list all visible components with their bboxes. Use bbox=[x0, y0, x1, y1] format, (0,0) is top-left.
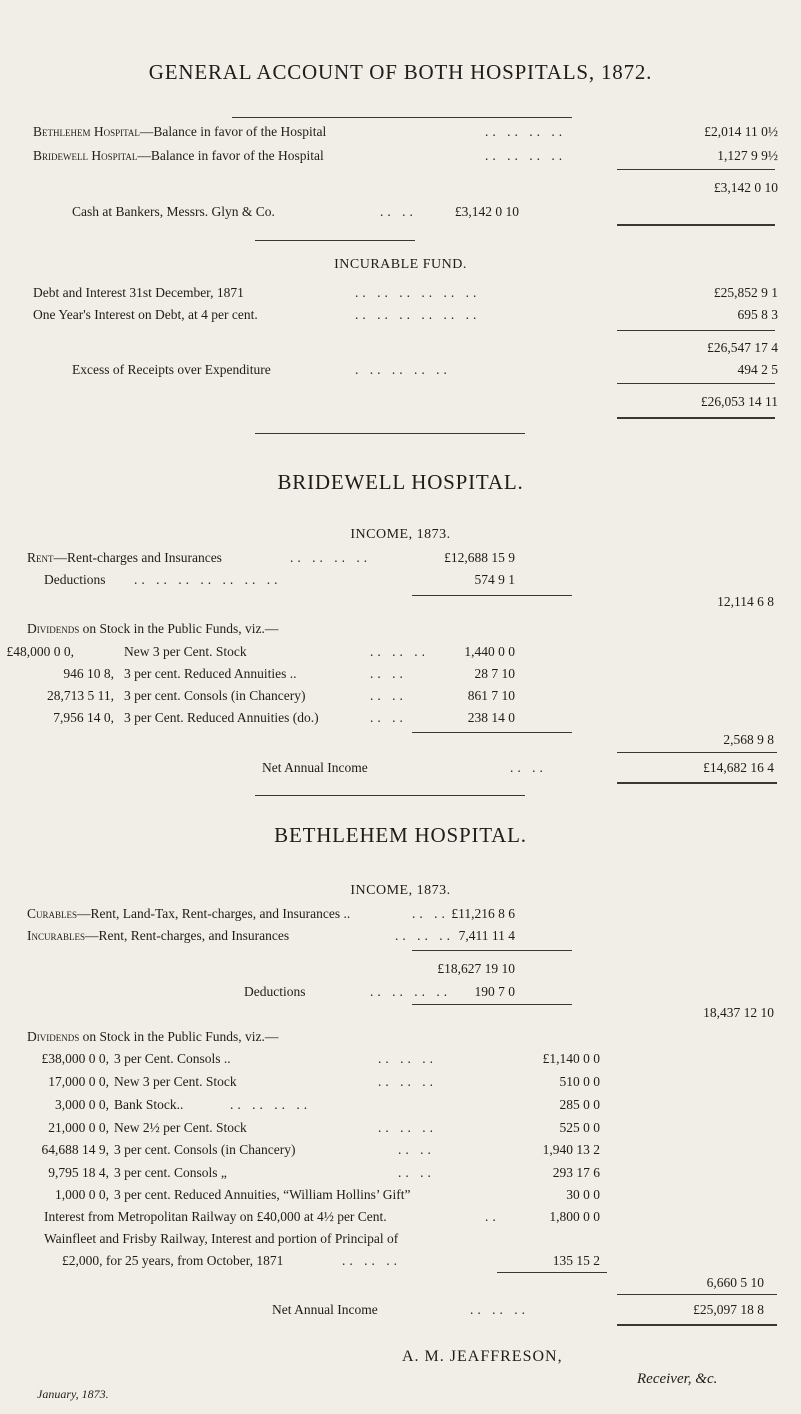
leader-dots: .. .. .. .. bbox=[485, 148, 567, 163]
income-heading: INCOME, 1873. bbox=[350, 883, 451, 898]
amount: 494 2 5 bbox=[737, 362, 778, 377]
row-label: One Year's Interest on Debt, at 4 per cent. bbox=[33, 307, 258, 322]
leader-dots: .. .. .. .. .. .. .. bbox=[134, 572, 282, 587]
leader-dots: .. .. bbox=[398, 1142, 435, 1157]
row-label-sc: Rent bbox=[27, 550, 54, 565]
net-label: Net Annual Income bbox=[262, 760, 368, 775]
leader-dots: .. .. bbox=[370, 710, 407, 725]
stock-desc: 3 per cent. Reduced Annuities .. bbox=[124, 666, 297, 681]
leader-dots: .. .. bbox=[370, 688, 407, 703]
general-total: £3,142 0 10 bbox=[713, 180, 778, 195]
row-label-sc: Bethlehem Hospital bbox=[33, 124, 140, 139]
row-label: Deductions bbox=[244, 984, 306, 999]
row-label-sc: Dividends bbox=[27, 1029, 80, 1044]
page-title: GENERAL ACCOUNT OF BOTH HOSPITALS, 1872. bbox=[148, 60, 653, 84]
sum-rule bbox=[617, 1294, 777, 1295]
row-label: —Balance in favor of the Hospital bbox=[137, 148, 324, 163]
curables-row bbox=[27, 907, 350, 921]
amount: 7,411 11 4 bbox=[458, 928, 515, 943]
stock-amount: 7,956 14 0, bbox=[53, 710, 114, 725]
amount: 695 8 3 bbox=[737, 307, 778, 322]
dividends-total: 2,568 9 8 bbox=[723, 732, 774, 747]
stock-desc: 3 per Cent. Consols .. bbox=[114, 1051, 231, 1066]
railway-principal-cont: £2,000, for 25 years, from October, 1871 bbox=[62, 1253, 284, 1268]
rent-net: 12,114 6 8 bbox=[717, 594, 774, 609]
amount: £1,140 0 0 bbox=[542, 1051, 600, 1066]
amount: 135 15 2 bbox=[552, 1253, 600, 1268]
row-label: Excess of Receipts over Expenditure bbox=[72, 362, 271, 377]
stock-amount: 1,000 0 0, bbox=[55, 1187, 109, 1202]
amount: £12,688 15 9 bbox=[444, 550, 515, 565]
stock-amount: 3,000 0 0, bbox=[55, 1097, 109, 1112]
receiver-name: A. M. JEAFFRESON, bbox=[402, 1348, 563, 1365]
dividends-row bbox=[27, 622, 278, 636]
amount: £11,216 8 6 bbox=[451, 906, 515, 921]
leader-dots: .. .. .. bbox=[370, 644, 429, 659]
leader-dots: .. .. .. bbox=[378, 1051, 437, 1066]
row-label: Debt and Interest 31st December, 1871 bbox=[33, 285, 244, 300]
subtotal: £18,627 19 10 bbox=[437, 961, 515, 976]
stock-desc: 3 per Cent. Reduced Annuities (do.) bbox=[124, 710, 319, 725]
leader-dots: .. .. bbox=[380, 204, 417, 219]
amount: 285 0 0 bbox=[559, 1097, 600, 1112]
sum-rule bbox=[412, 595, 572, 596]
cash-label: Cash at Bankers, Messrs. Glyn & Co. bbox=[72, 204, 275, 219]
leader-dots: .. .. .. bbox=[378, 1120, 437, 1135]
net-amount: £25,097 18 8 bbox=[693, 1302, 764, 1317]
incurable-total: £26,053 14 11 bbox=[700, 394, 778, 409]
leader-dots: .. .. bbox=[370, 666, 407, 681]
leader-dots: .. .. bbox=[510, 760, 547, 775]
net-amount: £14,682 16 4 bbox=[703, 760, 774, 775]
section-heading: BRIDEWELL HOSPITAL. bbox=[277, 470, 524, 494]
amount: 525 0 0 bbox=[559, 1120, 600, 1135]
section-heading: BETHLEHEM HOSPITAL. bbox=[274, 823, 527, 847]
amount: 1,127 9 9½ bbox=[717, 148, 778, 163]
railway-principal: Wainfleet and Frisby Railway, Interest and portion of Principal of bbox=[44, 1231, 399, 1246]
sum-rule bbox=[412, 950, 572, 951]
stock-amount: 28,713 5 11, bbox=[47, 688, 114, 703]
row-label-sc: Bridewell Hospital bbox=[33, 148, 138, 163]
stock-desc: Bank Stock.. bbox=[114, 1097, 184, 1112]
leader-dots: .. .. .. .. .. .. bbox=[355, 285, 481, 300]
row-label-sc: Dividends bbox=[27, 621, 80, 636]
general-row-bridewell bbox=[33, 149, 324, 163]
row-label: on Stock in the Public Funds, viz.— bbox=[82, 621, 279, 636]
stock-desc: New 3 per Cent. Stock bbox=[114, 1074, 237, 1089]
general-row-bethlehem bbox=[33, 125, 326, 139]
leader-dots: .. .. .. bbox=[470, 1302, 529, 1317]
railway-interest: Interest from Metropolitan Railway on £40,000 at 4½ per Cent. bbox=[44, 1209, 387, 1224]
subtotal: £26,547 17 4 bbox=[707, 340, 778, 355]
amount: 190 7 0 bbox=[474, 984, 515, 999]
sum-rule bbox=[617, 330, 775, 331]
stock-desc: 3 per cent. Consols „ bbox=[114, 1165, 227, 1180]
amount: £2,014 11 0½ bbox=[704, 124, 778, 139]
amount: 1,940 13 2 bbox=[542, 1142, 600, 1157]
row-label: —Rent-charges and Insurances bbox=[53, 550, 222, 565]
stock-amount: 9,795 18 4, bbox=[48, 1165, 109, 1180]
amount: 861 7 10 bbox=[467, 688, 515, 703]
leader-dots: . .. .. .. .. bbox=[355, 362, 451, 377]
leader-dots: .. .. .. .. bbox=[290, 550, 372, 565]
stock-amount: £48,000 0 0, bbox=[6, 644, 74, 659]
stock-amount: 946 10 8, bbox=[63, 666, 114, 681]
section-divider bbox=[255, 240, 415, 241]
net-label: Net Annual Income bbox=[272, 1302, 378, 1317]
amount: £25,852 9 1 bbox=[713, 285, 778, 300]
row-label: —Rent, Land-Tax, Rent-charges, and Insurances .. bbox=[77, 906, 351, 921]
stock-desc: New 2½ per Cent. Stock bbox=[114, 1120, 247, 1135]
amount: 1,440 0 0 bbox=[464, 644, 515, 659]
amount: 238 14 0 bbox=[467, 710, 515, 725]
sum-rule bbox=[617, 752, 777, 753]
dividends-row bbox=[27, 1030, 278, 1044]
leader-dots: .. .. .. bbox=[395, 928, 454, 943]
total-rule bbox=[617, 417, 775, 419]
stock-amount: 17,000 0 0, bbox=[48, 1074, 109, 1089]
stock-amount: 21,000 0 0, bbox=[48, 1120, 109, 1135]
leader-dots: .. .. .. bbox=[378, 1074, 437, 1089]
leader-dots: .. .. .. .. bbox=[485, 124, 567, 139]
leader-dots: .. .. .. bbox=[342, 1253, 401, 1268]
leader-dots: .. .. .. .. bbox=[230, 1097, 312, 1112]
leader-dots: .. .. bbox=[412, 906, 449, 921]
stock-desc: New 3 per Cent. Stock bbox=[124, 644, 247, 659]
leader-dots: .. .. .. .. .. .. bbox=[355, 307, 481, 322]
amount: 574 9 1 bbox=[474, 572, 515, 587]
rent-row bbox=[27, 551, 222, 565]
stock-amount: 64,688 14 9, bbox=[41, 1142, 109, 1157]
row-label: —Balance in favor of the Hospital bbox=[139, 124, 327, 139]
stock-desc: 3 per cent. Reduced Annuities, “William Hollins’ Gift” bbox=[114, 1187, 411, 1202]
sum-rule bbox=[617, 169, 775, 170]
title-divider bbox=[232, 117, 572, 118]
row-label: Deductions bbox=[44, 572, 106, 587]
sum-rule bbox=[412, 732, 572, 733]
total-rule bbox=[617, 224, 775, 226]
receiver-role: Receiver, &c. bbox=[637, 1371, 718, 1387]
section-divider bbox=[255, 433, 525, 434]
row-label-sc: Incurables bbox=[27, 928, 86, 943]
rent-net: 18,437 12 10 bbox=[703, 1005, 774, 1020]
leader-dots: .. .. bbox=[398, 1165, 435, 1180]
document-date: January, 1873. bbox=[37, 1387, 109, 1401]
sum-rule bbox=[497, 1272, 607, 1273]
income-heading: INCOME, 1873. bbox=[350, 527, 451, 542]
row-label: on Stock in the Public Funds, viz.— bbox=[82, 1029, 279, 1044]
amount: 1,800 0 0 bbox=[549, 1209, 600, 1224]
section-heading: INCURABLE FUND. bbox=[334, 257, 467, 272]
amount: 30 0 0 bbox=[566, 1187, 600, 1202]
row-label-sc: Curables bbox=[27, 906, 78, 921]
section-divider bbox=[255, 795, 525, 796]
sum-rule bbox=[617, 383, 775, 384]
total-rule bbox=[617, 1324, 777, 1326]
sum-rule bbox=[412, 1004, 572, 1005]
stock-amount: £38,000 0 0, bbox=[41, 1051, 109, 1066]
cash-amount: £3,142 0 10 bbox=[454, 204, 519, 219]
leader-dots: .. bbox=[485, 1209, 500, 1224]
leader-dots: .. .. .. .. bbox=[370, 984, 452, 999]
dividends-total: 6,660 5 10 bbox=[706, 1275, 764, 1290]
amount: 28 7 10 bbox=[474, 666, 515, 681]
stock-desc: 3 per cent. Consols (in Chancery) bbox=[124, 688, 306, 703]
row-label: —Rent, Rent-charges, and Insurances bbox=[85, 928, 290, 943]
incurables-row bbox=[27, 929, 289, 943]
stock-desc: 3 per cent. Consols (in Chancery) bbox=[114, 1142, 296, 1157]
amount: 510 0 0 bbox=[559, 1074, 600, 1089]
total-rule bbox=[617, 782, 777, 784]
amount: 293 17 6 bbox=[552, 1165, 600, 1180]
